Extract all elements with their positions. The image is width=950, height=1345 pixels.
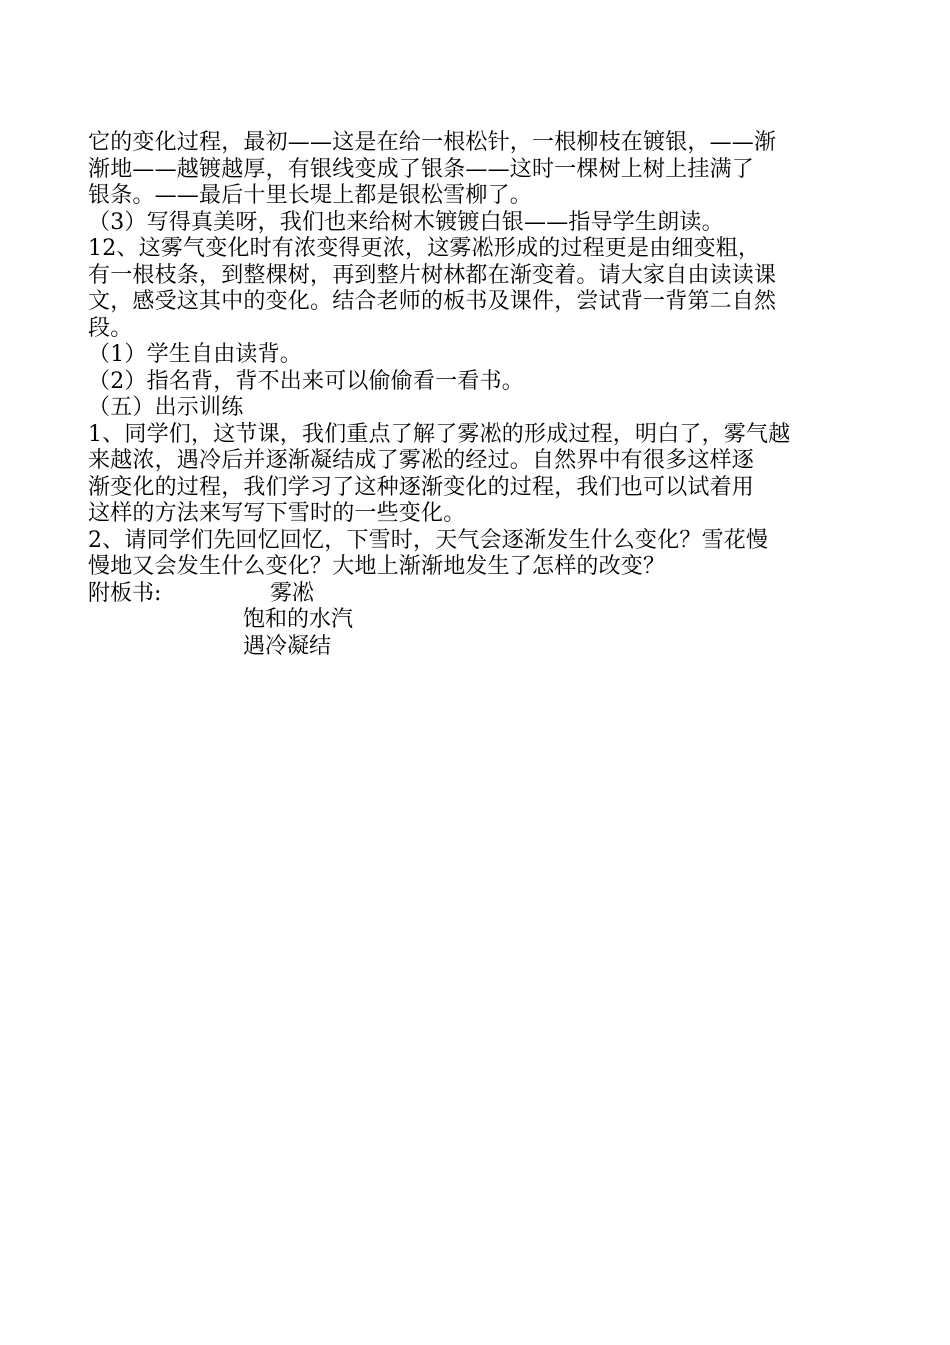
- board-item-text: 饱和的水汽: [243, 607, 354, 632]
- text-line: 来越浓，遇冷后并逐渐凝结成了雾凇的经过。自然界中有很多这样逐: [88, 448, 755, 473]
- text-line: 1、同学们，这节课，我们重点了解了雾凇的形成过程，明白了，雾气越: [88, 421, 791, 447]
- document-page: [88, 130, 863, 660]
- board-item: [88, 607, 863, 634]
- board-label: 附板书:: [88, 580, 162, 606]
- section-heading: （五）出示训练: [88, 395, 244, 420]
- text-line: 12、这雾气变化时有浓变得更浓，这雾凇形成的过程更是由细变粗，: [88, 236, 761, 261]
- text-line: （1）学生自由读背。: [88, 342, 302, 367]
- text-line: 段。: [88, 315, 133, 341]
- text-line: 银条。——最后十里长堤上都是银松雪柳了。: [88, 183, 533, 208]
- board-title: 雾凇: [270, 580, 315, 606]
- text-line: 慢地又会发生什么变化？大地上渐渐地发生了怎样的改变？: [88, 554, 666, 579]
- board-item: [88, 634, 863, 661]
- board-header: [88, 581, 863, 608]
- text-line: 文，感受这其中的变化。结合老师的板书及课件，尝试背一背第二自然: [88, 289, 777, 314]
- text-line: 它的变化过程，最初——这是在给一根松针，一根柳枝在镀银，——渐: [88, 130, 777, 155]
- text-line: 这样的方法来写写下雪时的一些变化。: [88, 501, 466, 526]
- text-line: （2）指名背，背不出来可以偷偷看一看书。: [88, 368, 524, 394]
- text-line: （3）写得真美呀，我们也来给树木镀镀白银——指导学生朗读。: [88, 209, 724, 235]
- text-line: 2、请同学们先回忆回忆，下雪时，天气会逐渐发生什么变化？雪花慢: [88, 527, 769, 553]
- text-line: 渐变化的过程，我们学习了这种逐渐变化的过程，我们也可以试着用: [88, 474, 755, 500]
- text-line: 有一根枝条，到整棵树，再到整片树林都在渐变着。请大家自由读读课: [88, 262, 777, 288]
- text-line: 渐地——越镀越厚，有银线变成了银条——这时一棵树上树上挂满了: [88, 156, 755, 182]
- board-item-text: 遇冷凝结: [243, 633, 332, 659]
